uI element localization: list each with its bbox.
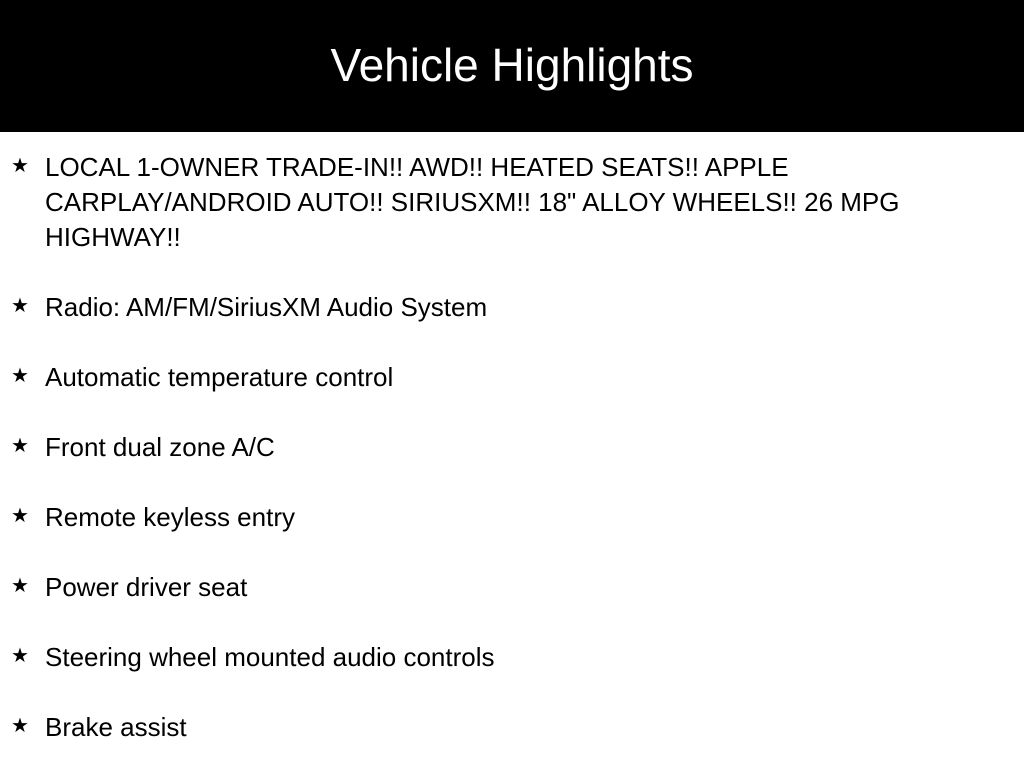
highlight-text: Steering wheel mounted audio controls [45, 642, 495, 672]
highlight-text: Front dual zone A/C [45, 432, 275, 462]
star-icon: ★ [11, 713, 29, 737]
list-item [0, 640, 1024, 675]
highlight-text: Radio: AM/FM/SiriusXM Audio System [45, 292, 488, 322]
star-icon: ★ [11, 293, 29, 317]
header-bar [0, 0, 1024, 132]
list-item [0, 500, 1024, 535]
star-icon: ★ [11, 573, 29, 597]
star-icon: ★ [11, 363, 29, 387]
star-icon: ★ [11, 433, 29, 457]
list-item [0, 290, 1024, 325]
list-item [0, 360, 1024, 395]
highlight-text: Automatic temperature control [45, 362, 394, 392]
highlight-text: Brake assist [45, 712, 187, 742]
highlight-text: LOCAL 1-OWNER TRADE-IN!! AWD!! HEATED SEATS!! APPLE CARPLAY/ANDROID AUTO!! SIRIUSXM!! 18" ALLOY WHEELS!! 26 MPG HIGHWAY!! [45, 152, 900, 252]
highlight-text: Remote keyless entry [45, 502, 295, 532]
list-item [0, 150, 1024, 255]
star-icon: ★ [11, 503, 29, 527]
list-item [0, 430, 1024, 465]
highlights-list [0, 150, 1024, 780]
highlight-text: Power driver seat [45, 572, 248, 602]
page-title: Vehicle Highlights [330, 39, 694, 91]
star-icon: ★ [11, 643, 29, 667]
list-item [0, 570, 1024, 605]
list-item [0, 710, 1024, 745]
star-icon: ★ [11, 153, 29, 177]
